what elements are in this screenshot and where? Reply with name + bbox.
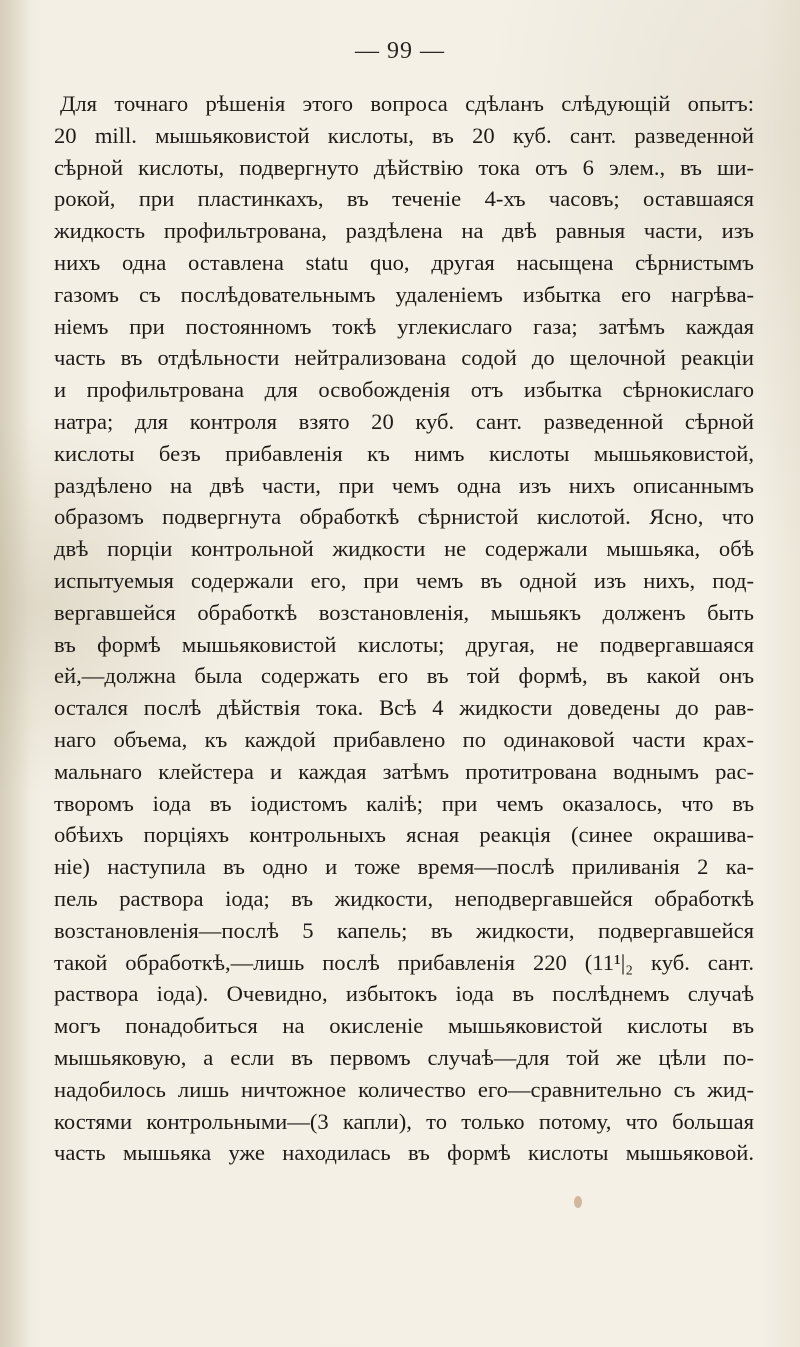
text-line: мышьяковую, а если въ первомъ случаѣ—для той же цѣли по-	[54, 1044, 754, 1070]
page-fold-shadow	[0, 0, 30, 1347]
text-line: нихъ одна оставлена statu quo, другая насыщена сѣрнистымъ	[54, 249, 754, 275]
text-line: наго объема, къ каждой прибавлено по одинаковой части крах-	[54, 726, 754, 752]
page-number: — 99 —	[355, 38, 445, 64]
text-line: ей,—должна была содержать его въ той формѣ, въ какой онъ	[54, 663, 754, 689]
text-line: кислоты безъ прибавленія къ нимъ кислоты мышьяковистой,	[54, 440, 754, 466]
text-line: надобилось лишь ничтожное количество его—сравнительно съ жид-	[54, 1076, 754, 1102]
text-line: творомъ іода въ іодистомъ каліѣ; при чемъ оказалось, что въ	[54, 790, 754, 816]
text-line: ніемъ при постоянномъ токѣ углекислаго газа; затѣмъ каждая	[54, 313, 754, 339]
text-line: костями контрольными—(3 капли), то только потому, что большая	[54, 1108, 754, 1134]
body-paragraph	[54, 88, 754, 1169]
text-line: часть въ отдѣльности нейтрализована содой до щелочной реакціи	[54, 345, 754, 371]
text-line: такой обработкѣ,—лишь послѣ прибавленія 220 (11¹|₂ куб. сант.	[54, 949, 754, 975]
text-line: жидкость профильтрована, раздѣлена на двѣ равныя части, изъ	[54, 218, 754, 244]
text-line: мальнаго клейстера и каждая затѣмъ протитрована воднымъ рас-	[54, 758, 754, 784]
text-line: и профильтрована для освобожденія отъ избытка сѣрнокислаго	[54, 377, 754, 403]
text-line: остался послѣ дѣйствія тока. Всѣ 4 жидкости доведены до рав-	[54, 695, 754, 721]
text-line: вергавшейся обработкѣ возстановленія, мышьякъ долженъ быть	[54, 599, 754, 625]
text-line: возстановленія—послѣ 5 капель; въ жидкости, подвергавшейся	[54, 917, 754, 943]
paper-speck	[574, 1196, 582, 1208]
text-line: пель раствора іода; въ жидкости, неподвергавшейся обработкѣ	[54, 885, 754, 911]
text-line: часть мышьяка уже находилась въ формѣ кислоты мышьяковой.	[54, 1140, 754, 1166]
text-line: раздѣлено на двѣ части, при чемъ одна изъ нихъ описаннымъ	[54, 472, 754, 498]
text-line: въ формѣ мышьяковистой кислоты; другая, не подвергавшаяся	[54, 631, 754, 657]
text-line: ніе) наступила въ одно и тоже время—послѣ приливанія 2 ка-	[54, 854, 754, 880]
text-line: двѣ порціи контрольной жидкости не содержали мышьяка, обѣ	[54, 536, 754, 562]
text-line: 20 mill. мышьяковистой кислоты, въ 20 куб. сант. разведенной	[54, 122, 754, 148]
text-line: Для точнаго рѣшенія этого вопроса сдѣланъ слѣдующій опытъ:	[60, 91, 754, 116]
text-line: обѣихъ порціяхъ контрольныхъ ясная реакція (синее окрашива-	[54, 822, 754, 848]
text-line: раствора іода). Очевидно, избытокъ іода въ послѣднемъ случаѣ	[54, 981, 754, 1007]
text-line: рокой, при пластинкахъ, въ теченіе 4-хъ часовъ; оставшаяся	[54, 186, 754, 212]
text-line: испытуемыя содержали его, при чемъ въ одной изъ нихъ, под-	[54, 567, 754, 593]
text-line: образомъ подвергнута обработкѣ сѣрнистой кислотой. Ясно, что	[54, 504, 754, 530]
text-line: натра; для контроля взято 20 куб. сант. разведенной сѣрной	[54, 408, 754, 434]
text-line: газомъ съ послѣдовательнымъ удаленіемъ избытка его нагрѣва-	[54, 281, 754, 307]
text-line: могъ понадобиться на окисленіе мышьяковистой кислоты въ	[54, 1013, 754, 1039]
text-line: сѣрной кислоты, подвергнуто дѣйствію тока отъ 6 элем., въ ши-	[54, 154, 754, 180]
